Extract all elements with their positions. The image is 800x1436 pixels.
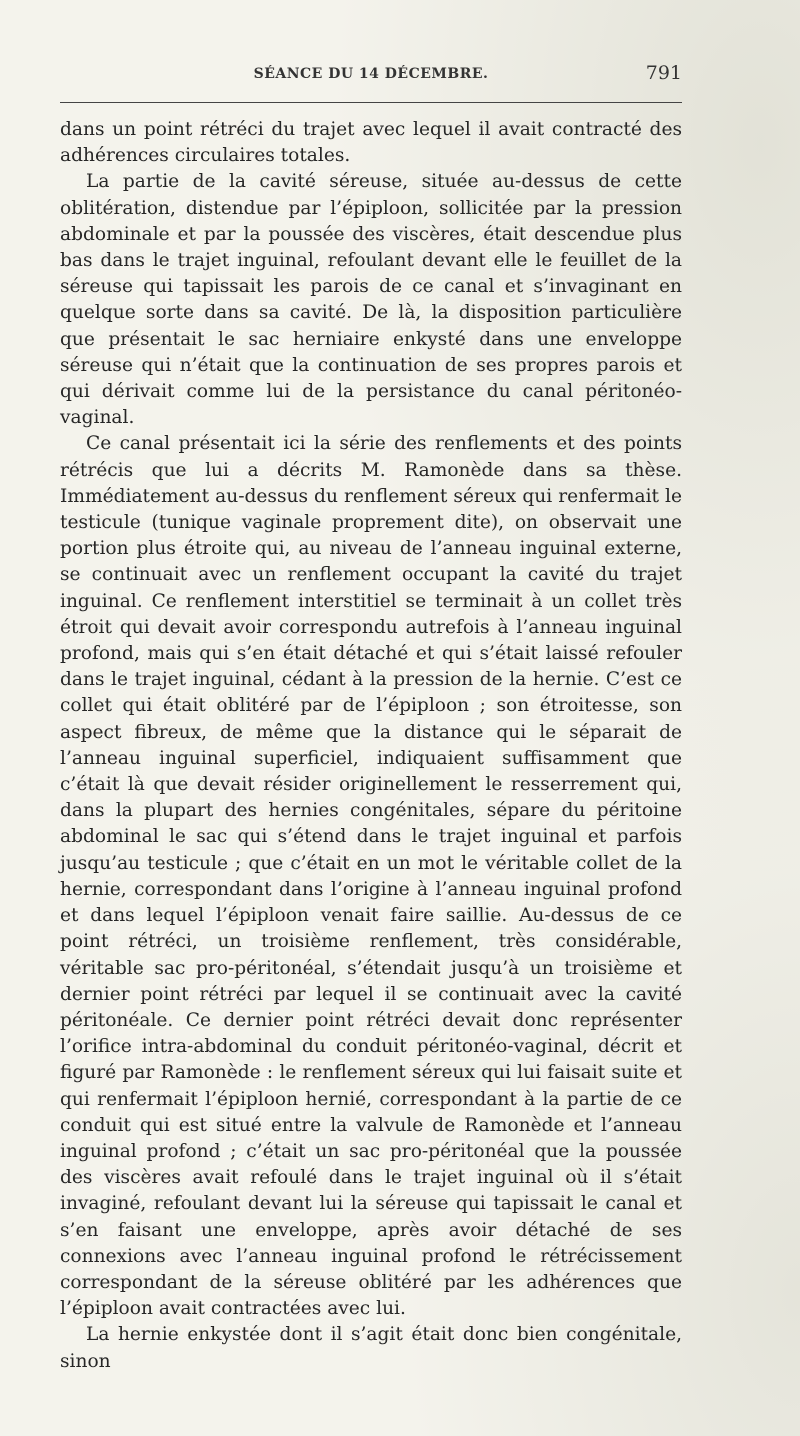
paragraph-continuation: dans un point rétréci du trajet avec lequel il avait contracté des adhérences circulaires totales. <box>60 119 682 167</box>
paragraph: La partie de la cavité séreuse, située au-dessus de cette oblitération, distendue par l’épiploon, sollicitée par la pression abdominale et par la poussée des viscères, était descendue plus bas dans le trajet inguinal, refoulant devant elle le feuillet de la séreuse qui tapissait les parois de ce canal et s’invaginant en quelque sorte dans sa cavité. De là, la disposition particulière que présentait le sac herniaire enkysté dans une enveloppe séreuse qui n’était que la continuation de ses propres parois et qui dérivait comme lui de la persistance du canal péritonéo-vaginal. <box>60 171 682 429</box>
body-text <box>60 117 682 1375</box>
paragraph: La hernie enkystée dont il s’agit était donc bien congénitale, sinon <box>60 1324 682 1372</box>
header-rule <box>60 102 682 103</box>
page-number: 791 <box>645 62 682 84</box>
page-header <box>60 62 682 96</box>
paragraph: Ce canal présentait ici la série des renflements et des points rétrécis que lui a décrits M. Ramonède dans sa thèse. Immédiatement au-dessus du renflement séreux qui renfermait le testicule (tunique vaginale proprement dite), on observait une portion plus étroite qui, au niveau de l’anneau inguinal externe, se continuait avec un renflement occupant la cavité du trajet inguinal. Ce renflement interstitiel se terminait à un collet très étroit qui devait avoir correspondu autrefois à l’anneau inguinal profond, mais qui s’en était détaché et qui s’était laissé refouler dans le trajet inguinal, cédant à la pression de la hernie. C’est ce collet qui était oblitéré par de l’épiploon ; son étroitesse, son aspect fibreux, de même que la distance qui le séparait de l’anneau inguinal superficiel, indiquaient suffisamment que c’était là que devait résider originellement le resserrement qui, dans la plupart des hernies congénitales, sépare du péritoine abdominal le sac qui s’étend dans le trajet inguinal et parfois jusqu’au testicule ; que c’était en un mot le véritable collet de la hernie, correspondant dans l’origine à l’anneau inguinal profond et dans lequel l’épiploon venait faire saillie. Au-dessus de ce point rétréci, un troisième renflement, très considérable, véritable sac pro-péritonéal, s’étendait jusqu’à un troisième et dernier point rétréci par lequel il se continuait avec la cavité péritonéale. Ce dernier point rétréci devait donc représenter l’orifice intra-abdominal du conduit péritonéo-vaginal, décrit et figuré par Ramonède : le renflement séreux qui lui faisait suite et qui renfermait l’épiploon hernié, correspondant à la partie de ce conduit qui est situé entre la valvule de Ramonède et l’anneau inguinal profond ; c’était un sac pro-péritonéal que la poussée des viscères avait refoulé dans le trajet inguinal où il s’était invaginé, refoulant devant lui la séreuse qui tapissait le canal et s’en faisant une enveloppe, après avoir détaché de ses connexions avec l’anneau inguinal profond le rétrécissement correspondant de la séreuse oblitéré par les adhérences que l’épiploon avait contractées avec lui. <box>60 433 682 1320</box>
running-title: SÉANCE DU 14 DÉCEMBRE. <box>253 66 489 82</box>
